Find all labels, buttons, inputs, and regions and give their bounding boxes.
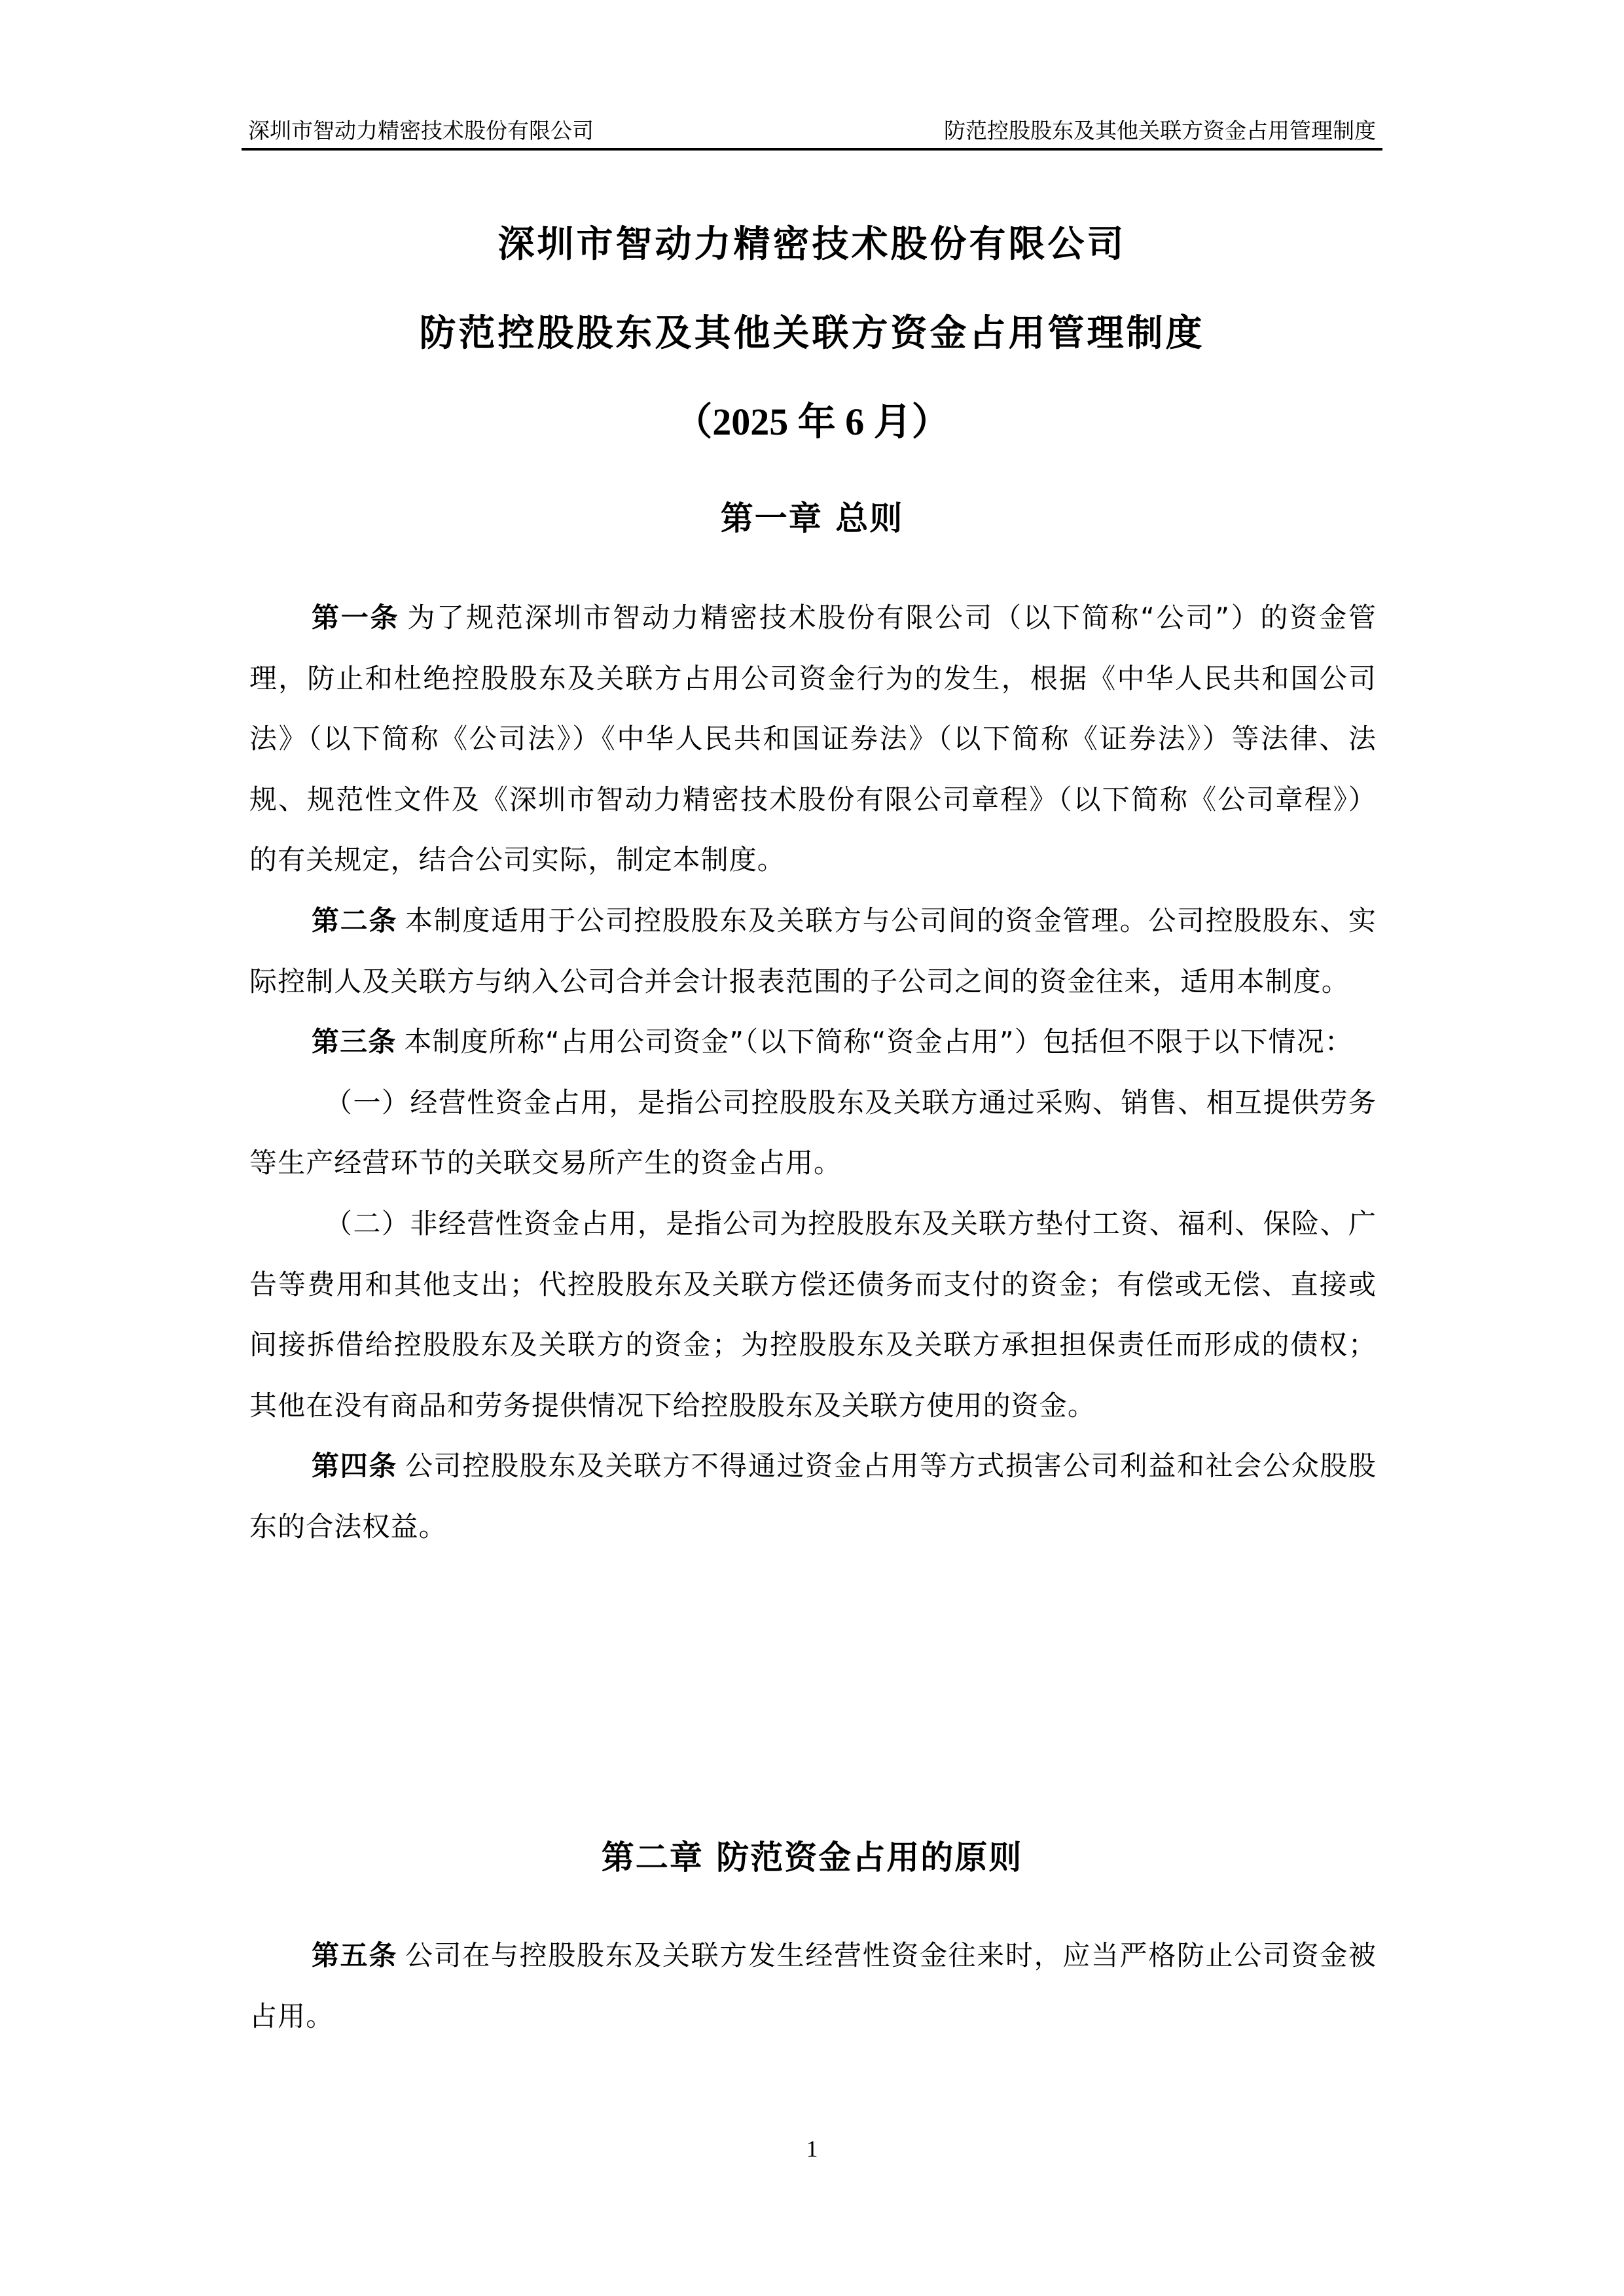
chapter-1-body bbox=[249, 588, 1377, 1558]
article-2-text: 本制度适用于公司控股股东及关联方与公司间的资金管理。公司控股股东、实际控制人及关联方与纳入公司合并会计报表范围的子公司之间的资金往来，适用本制度。 bbox=[249, 904, 1377, 997]
article-2 bbox=[249, 891, 1377, 1012]
title-company: 深圳市智动力精密技术股份有限公司 bbox=[497, 223, 1127, 266]
article-5-text: 公司在与控股股东及关联方发生经营性资金往来时，应当严格防止公司资金被占用。 bbox=[249, 1939, 1377, 2032]
page-header bbox=[242, 110, 1382, 151]
article-4-text: 公司控股股东及关联方不得通过资金占用等方式损害公司利益和社会公众股股东的合法权益。 bbox=[249, 1450, 1377, 1543]
article-5-label: 第五条 bbox=[312, 1939, 397, 1971]
article-3-label: 第三条 bbox=[312, 1026, 397, 1058]
article-5 bbox=[249, 1926, 1377, 2047]
title-date: （2025 年 6 月） bbox=[674, 401, 950, 443]
article-2-label: 第二条 bbox=[312, 904, 397, 937]
article-3 bbox=[249, 1012, 1377, 1073]
title-document: 防范控股股东及其他关联方资金占用管理制度 bbox=[419, 312, 1205, 355]
article-3-text: 本制度所称“占用公司资金”（以下简称“资金占用”）包括但不限于以下情况： bbox=[404, 1026, 1353, 1058]
header-company-name: 深圳市智动力精密技术股份有限公司 bbox=[248, 118, 594, 143]
chapter-2-body bbox=[249, 1926, 1377, 2047]
article-4-label: 第四条 bbox=[312, 1450, 397, 1482]
chapter-1-heading: 第一章 总则 bbox=[720, 499, 904, 537]
header-document-name: 防范控股股东及其他关联方资金占用管理制度 bbox=[944, 118, 1376, 143]
page-number: 1 bbox=[806, 2136, 818, 2162]
chapter-2-heading: 第二章 防范资金占用的原则 bbox=[601, 1839, 1023, 1876]
article-1-text: 为了规范深圳市智动力精密技术股份有限公司（以下简称“公司”）的资金管理，防止和杜绝控股股东及关联方占用公司资金行为的发生，根据《中华人民共和国公司法》（以下简称《公司法》）《中华人民共和国证券法》（以下简称《证券法》）等法律、法规、规范性文件及《深圳市智动力精密技术股份有限公司章程》（以下简称《公司章程》）的有关规定，结合公司实际，制定本制度。 bbox=[249, 601, 1377, 876]
article-1-label: 第一条 bbox=[312, 601, 400, 634]
article-3-item-1: （一）经营性资金占用，是指公司控股股东及关联方通过采购、销售、相互提供劳务等生产经营环节的关联交易所产生的资金占用。 bbox=[249, 1086, 1377, 1179]
article-4 bbox=[249, 1436, 1377, 1557]
article-3-item-2: （二）非经营性资金占用，是指公司为控股股东及关联方垫付工资、福利、保险、广告等费用和其他支出；代控股股东及关联方偿还债务而支付的资金；有偿或无偿、直接或间接拆借给控股股东及关联方的资金；为控股股东及关联方承担担保责任而形成的债权；其他在没有商品和劳务提供情况下给控股股东及关联方使用的资金。 bbox=[249, 1207, 1377, 1422]
article-1 bbox=[249, 588, 1377, 891]
